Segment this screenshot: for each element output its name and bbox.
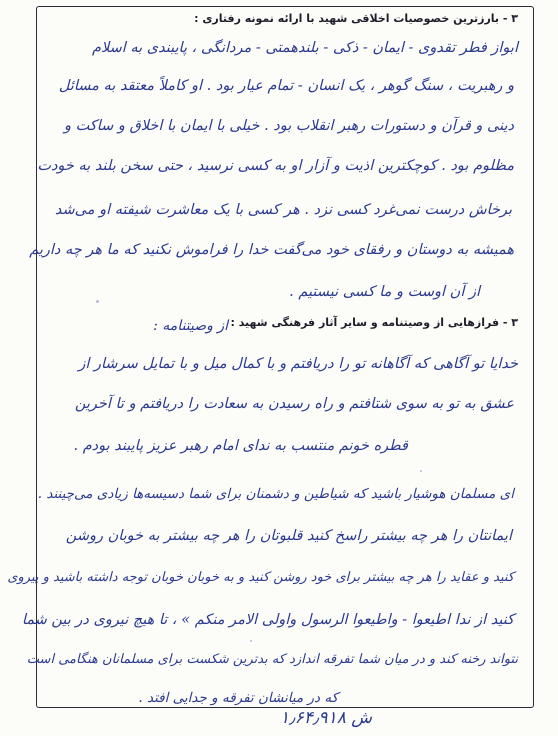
reference-number: ش ۱٫۶۴٫۹۱۸	[280, 708, 372, 728]
handwritten-line: برخاش درست نمی‌غرد کسی نزد . هر کسی با یک معاشرت شیفته او می‌شد	[54, 202, 512, 218]
handwritten-line: ای مسلمان هوشیار باشید که شیاطین و دشمنان برای شما دسیسه‌ها زیادی می‌چینند .	[37, 486, 514, 502]
ink-speck	[250, 640, 252, 642]
handwritten-line: قطره خونم منتسب به ندای امام رهبر عزیز پایبند بودم .	[73, 438, 408, 454]
handwritten-line: همیشه به دوستان و رفقای خود می‌گفت خدا را فراموش نکنید که ما هر چه داریم	[29, 242, 514, 258]
ink-speck	[96, 300, 99, 303]
handwritten-line: دینی و قرآن و دستورات رهبر انقلاب بود . خیلی با ایمان با اخلاق و ساکت و	[63, 118, 514, 134]
will-lead-label: از وصیتنامه :	[153, 318, 228, 334]
handwritten-line: از آن اوست و ما کسی نیستیم .	[289, 284, 480, 300]
handwritten-line: خدایا تو آگاهی که آگاهانه تو را دریافتم و با کمال میل و با تمایل سرشار از	[78, 356, 518, 372]
handwritten-line: کنید و عقاید را هر چه بیشتر برای خود روشن کنید و به خوبان خوبان توجه داشته باشید و پیروی	[7, 570, 514, 585]
handwritten-line: نتواند رخنه کند و در میان شما تفرقه اندازد که بدترین شکست برای مسلمانان هنگامی است	[26, 652, 518, 667]
ink-speck	[420, 470, 422, 472]
handwritten-line: که در میانشان تفرقه و جدایی افتد .	[138, 690, 338, 706]
section-3-heading: ٣ - بارزترین خصوصیات اخلاقی شهید با ارائه نمونه رفتاری :	[194, 12, 518, 25]
handwritten-line: مظلوم بود . کوچکترین اذیت و آزار او به کسی نرسید ، حتی سخن بلند به خودت	[37, 158, 514, 174]
handwritten-line: کنید از ندا اطیعوا - واطیعوا الرسول واولی الامر منکم » ، تا هیچ نیروی در بین شما	[21, 612, 514, 628]
handwritten-line: ابواز فطر تقدوی - ایمان - ذکی - بلندهمتی - مردانگی ، پایبندی به اسلام	[91, 40, 518, 56]
handwritten-line: و رهبریت ، سنگ گوهر ، یک انسان - تمام عیار بود . او کاملاً معتقد به مسائل	[58, 78, 514, 94]
handwritten-line: ایمانتان را هر چه بیشتر راسخ کنید قلبوتان را هر چه بیشتر به خوبان روشن	[65, 528, 512, 544]
handwritten-line: عشق به تو به سوی شتافتم و راه رسیدن به سعادت را دریافتم و تا آخرین	[74, 396, 514, 412]
section-4-heading: ٣ - فرازهایی از وصیتنامه و سایر آثار فرهنگی شهید :	[230, 316, 518, 329]
